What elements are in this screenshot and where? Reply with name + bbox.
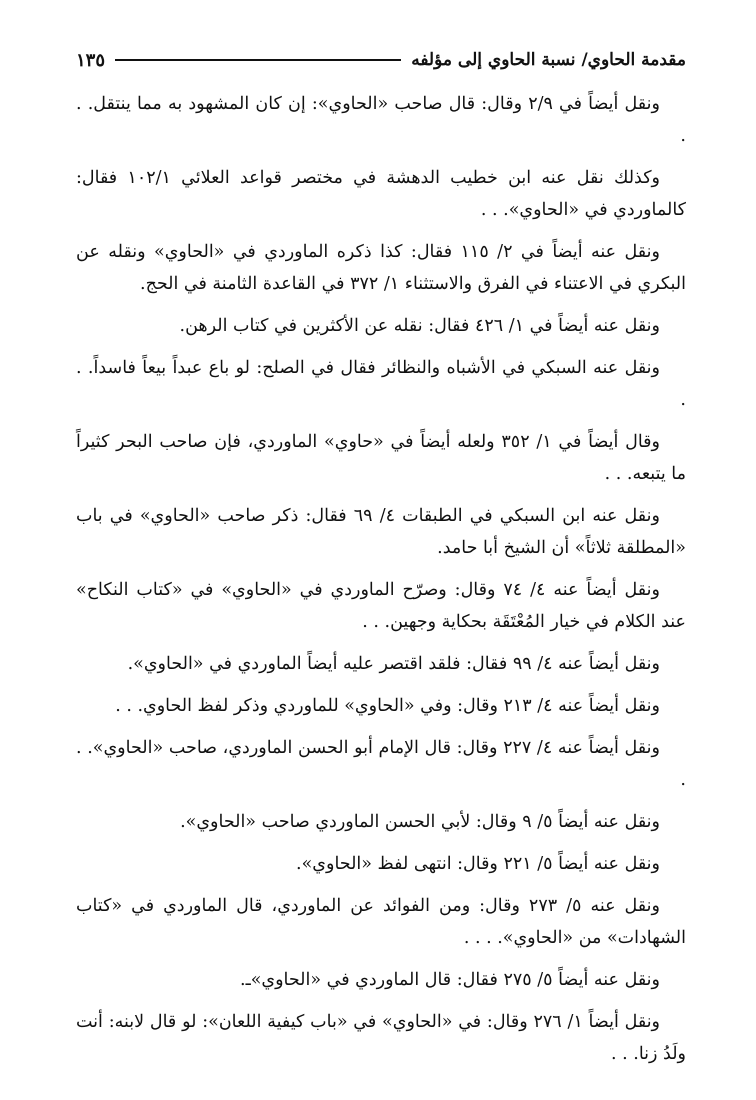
paragraph-3: ونقل عنه أيضاً في ٢/ ١١٥ فقال: كذا ذكره الماوردي في «الحاوي» ونقله عن البكري في الاعتناء في الفرق والاستثناء ١/ ٣٧٢ في القاعدة الثامنة في الحج. xyxy=(76,242,686,294)
paragraph-8: ونقل أيضاً عنه ٤/ ٧٤ وقال: وصرّح الماوردي في «الحاوي» في «كتاب النكاح» عند الكلام في خيار المُعْتَقَة بحكاية وجهين. . . xyxy=(76,580,686,632)
body-text xyxy=(76,88,686,1070)
paragraph-10: ونقل أيضاً عنه ٤/ ٢١٣ وقال: وفي «الحاوي» للماوردي وذكر لفظ الحاوي. . . xyxy=(115,696,660,716)
page-number: ١٣٥ xyxy=(76,49,106,71)
paragraph-12: ونقل عنه أيضاً ٥/ ٩ وقال: لأبي الحسن الماوردي صاحب «الحاوي». xyxy=(180,812,660,832)
paragraph-2: وكذلك نقل عنه ابن خطيب الدهشة في مختصر قواعد العلائي ١٠٢/١ فقال: كالماوردي في «الحاوي». . . xyxy=(76,168,686,220)
paragraph-6: وقال أيضاً في ١/ ٣٥٢ ولعله أيضاً في «حاوي» الماوردي، فإن صاحب البحر كثيراً ما يتبعه. . . xyxy=(76,432,686,484)
paragraph-15: ونقل عنه أيضاً ٥/ ٢٧٥ فقال: قال الماوردي في «الحاوي»ـ. xyxy=(240,970,660,990)
paragraph-4: ونقل عنه أيضاً في ١/ ٤٢٦ فقال: نقله عن الأكثرين في كتاب الرهن. xyxy=(179,316,660,336)
paragraph-9: ونقل أيضاً عنه ٤/ ٩٩ فقال: فلقد اقتصر عليه أيضاً الماوردي في «الحاوي». xyxy=(127,654,660,674)
document-page xyxy=(76,40,686,1080)
paragraph-7: ونقل عنه ابن السبكي في الطبقات ٤/ ٦٩ فقال: ذكر صاحب «الحاوي» في باب «المطلقة ثلاثاً» أن الشيخ أبا حامد. xyxy=(76,506,686,558)
running-header xyxy=(76,40,686,80)
paragraph-16: ونقل أيضاً ١/ ٢٧٦ وقال: في «الحاوي» في «باب كيفية اللعان»: لو قال لابنه: أنت ولَدُ زنا. . . xyxy=(76,1012,686,1064)
paragraph-11: ونقل أيضاً عنه ٤/ ٢٢٧ وقال: قال الإمام أبو الحسن الماوردي، صاحب «الحاوي». . . xyxy=(76,738,686,790)
header-title: مقدمة الحاوي/ نسبة الحاوي إلى مؤلفه xyxy=(411,50,686,70)
paragraph-14: ونقل عنه ٥/ ٢٧٣ وقال: ومن الفوائد عن الماوردي، قال الماوردي في «كتاب الشهادات» من «الحاوي». . . . xyxy=(76,896,686,948)
paragraph-13: ونقل عنه أيضاً ٥/ ٢٢١ وقال: انتهى لفظ «الحاوي». xyxy=(296,854,660,874)
header-rule xyxy=(115,59,401,61)
paragraph-5: ونقل عنه السبكي في الأشباه والنظائر فقال في الصلح: لو باع عبداً بيعاً فاسداً. . . xyxy=(76,358,686,410)
paragraph-1: ونقل أيضاً في ٢/٩ وقال: قال صاحب «الحاوي»: إن كان المشهود به مما ينتقل. . . xyxy=(76,94,686,146)
